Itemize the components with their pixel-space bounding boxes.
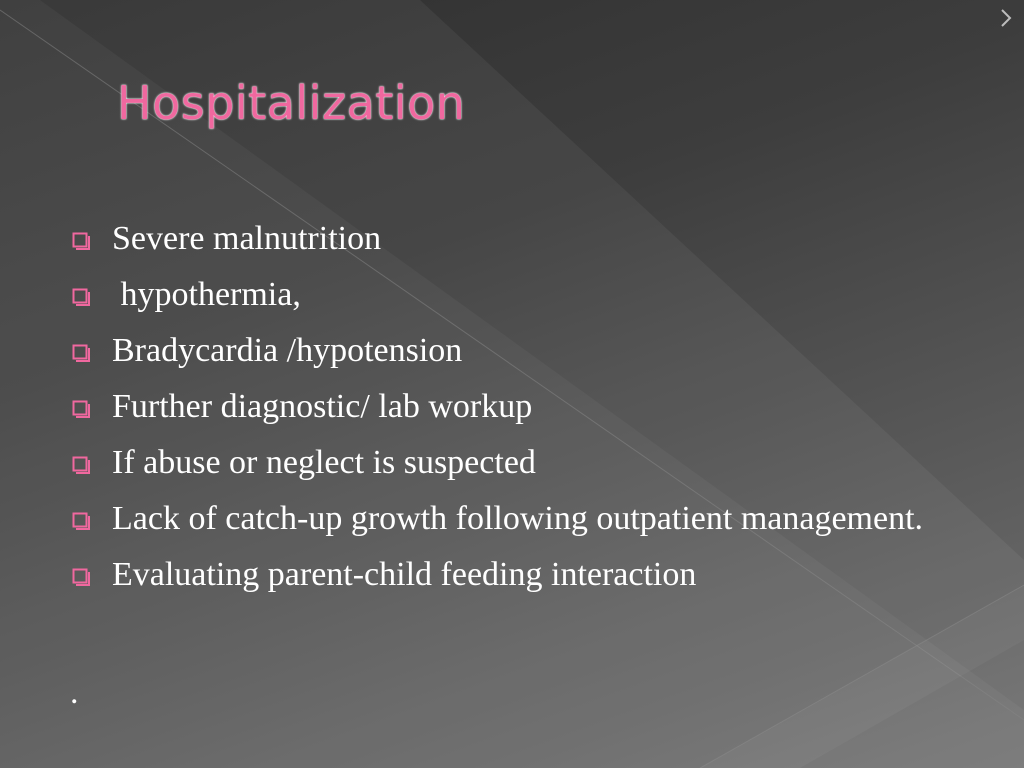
hollow-square-bullet-icon	[72, 344, 90, 362]
bullet-text: Bradycardia /hypotension	[112, 332, 463, 369]
bullet-item	[72, 330, 952, 372]
bullet-item	[72, 442, 952, 484]
slide-title: Hospitalization	[117, 76, 466, 130]
bullet-item	[72, 218, 952, 260]
hollow-square-bullet-icon	[72, 456, 90, 474]
bullet-item	[72, 554, 952, 596]
hollow-square-bullet-icon	[72, 288, 90, 306]
bullet-item	[72, 386, 952, 428]
bullet-text: Further diagnostic/ lab workup	[112, 388, 533, 425]
bullet-text: Severe malnutrition	[112, 220, 382, 257]
slide-corner-arrow-icon	[1002, 10, 1010, 26]
bullet-text: If abuse or neglect is suspected	[112, 444, 536, 481]
hollow-square-bullet-icon	[72, 512, 90, 530]
hollow-square-bullet-icon	[72, 568, 90, 586]
bullet-item	[72, 498, 952, 540]
bullet-text: Lack of catch-up growth following outpatient management.	[112, 500, 924, 537]
trailing-period: .	[70, 674, 79, 711]
bullet-text: hypothermia,	[112, 276, 301, 313]
bullet-list	[72, 218, 952, 610]
bullet-text: Evaluating parent-child feeding interaction	[112, 556, 697, 593]
hollow-square-bullet-icon	[72, 400, 90, 418]
bullet-item	[72, 274, 952, 316]
hollow-square-bullet-icon	[72, 232, 90, 250]
